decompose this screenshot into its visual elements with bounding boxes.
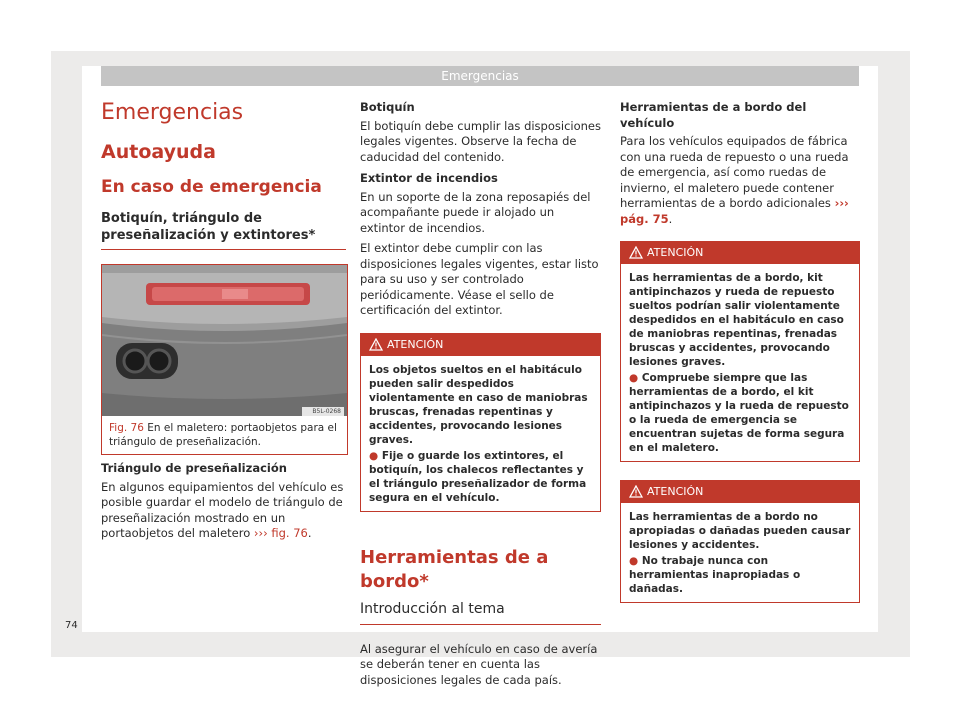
- column-3: [620, 100, 860, 603]
- warning-box-damaged-tools: [620, 480, 860, 603]
- warning-label: ATENCIÓN: [387, 337, 444, 351]
- figure-caption: [109, 421, 341, 449]
- figure-ref: Fig. 76: [109, 422, 144, 434]
- topic-rule: [101, 249, 346, 250]
- chapter-title: Emergencias: [101, 100, 244, 125]
- bullet-dot-icon: ●: [629, 372, 639, 384]
- trunk-holder-illustration: [102, 265, 347, 416]
- warning-bullet: [629, 554, 851, 596]
- fig-76-link[interactable]: ››› fig. 76: [253, 526, 308, 540]
- botiquin-text: El botiquín debe cumplir las disposiciones legales vigentes. Observe la fecha de caducidad del contenido.: [360, 118, 601, 164]
- bullet-dot-icon: ●: [369, 449, 379, 462]
- triangle-end: .: [307, 526, 312, 540]
- warning-body: [621, 264, 859, 461]
- onboard-tools-end: .: [668, 211, 673, 226]
- topic-title: Botiquín, triángulo de preseñalización y extintores*: [101, 211, 316, 243]
- warning-header: [361, 334, 600, 356]
- column-1: [101, 100, 346, 250]
- warning-label: ATENCIÓN: [647, 246, 704, 259]
- intro-text: Al asegurar el vehículo en caso de avería se deberán tener en cuenta las disposiciones legales de cada país.: [360, 641, 598, 687]
- warning-header: [621, 481, 859, 503]
- figure-76: [101, 264, 348, 455]
- tools-title: Herramientas de a bordo*: [360, 546, 549, 592]
- warning-bullet: [369, 449, 592, 505]
- extintor-text-2: El extintor debe cumplir con las disposiciones legales vigentes, estar listo para su uso y ser controlado periódicamente. Véase el sello de certificación del extintor.: [360, 241, 599, 317]
- botiquin-title: Botiquín: [360, 100, 415, 114]
- triangle-title: Triángulo de preseñalización: [101, 461, 287, 475]
- onboard-tools-text: [620, 134, 860, 227]
- warning-label: ATENCIÓN: [647, 485, 704, 498]
- warning-box-loose-tools: [620, 241, 860, 462]
- bullet-dot-icon: ●: [629, 555, 639, 567]
- figure-caption-text: En el maletero: portaobjetos para el triángulo de preseñalización.: [109, 422, 337, 448]
- warning-header: [621, 242, 859, 264]
- warning-triangle-icon: [629, 246, 643, 259]
- figure-photo: [102, 265, 347, 416]
- extintor-text-1: En un soporte de la zona reposapiés del acompañante puede ir alojado un extintor de incendios.: [360, 189, 591, 235]
- figure-code: B5L-0268: [312, 408, 341, 415]
- warning-bullet: [629, 371, 851, 455]
- triangle-text: [101, 480, 346, 542]
- intro-rule: [360, 624, 601, 625]
- warning-text: Las herramientas de a bordo no apropiadas o dañadas pueden causar lesiones y accidentes.: [629, 511, 851, 551]
- column-2: [360, 100, 601, 688]
- page-number: 74: [65, 620, 78, 631]
- warning-bullet-text: Fije o guarde los extintores, el botiquín, los chalecos reflectantes y el triángulo preseñalizador de forma segura en el vehículo.: [369, 449, 587, 504]
- warning-text: Los objetos sueltos en el habitáculo pueden salir despedidos violentamente en caso de maniobras bruscas, frenadas repentinas y accidentes, provocando lesiones graves.: [369, 363, 588, 446]
- page-75-link[interactable]: ››› pág. 75: [620, 196, 849, 226]
- onboard-tools-body: Para los vehículos equipados de fábrica con una rueda de repuesto o una rueda de emergencia, así como ruedas de invierno, el maletero puede contener herramientas de a bordo adicionales: [620, 134, 849, 210]
- extintor-title: Extintor de incendios: [360, 171, 498, 185]
- triangle-body: En algunos equipamientos del vehículo es posible guardar el modelo de triángulo de preseñalización mostrado en un portaobjetos del maletero: [101, 479, 344, 540]
- warning-triangle-icon: [629, 485, 643, 498]
- warning-body: [621, 503, 859, 602]
- page-header: Emergencias: [101, 66, 859, 86]
- warning-bullet-text: Compruebe siempre que las herramientas de a bordo, el kit antipinchazos y la rueda de repuesto o la rueda de emergencia se encuentran sujetas de forma segura en el maletero.: [629, 372, 849, 454]
- warning-body: [361, 356, 600, 511]
- onboard-tools-title: Herramientas de a bordo del vehículo: [620, 100, 807, 130]
- triangle-section: [101, 461, 346, 542]
- warning-text: Las herramientas de a bordo, kit antipinchazos y rueda de repuesto sueltos podrían salir violentamente despedidos en el habitáculo en caso de maniobras repentinas, frenadas bruscas y accidentes, provocando lesiones graves.: [629, 272, 844, 368]
- warning-triangle-icon: [369, 338, 383, 351]
- section-title: Autoayuda: [101, 141, 216, 163]
- subsection-title: En caso de emergencia: [101, 177, 322, 197]
- warning-bullet-text: No trabaje nunca con herramientas inapropiadas o dañadas.: [629, 555, 801, 595]
- intro-title: Introducción al tema: [360, 600, 505, 617]
- warning-box-objects: [360, 333, 601, 512]
